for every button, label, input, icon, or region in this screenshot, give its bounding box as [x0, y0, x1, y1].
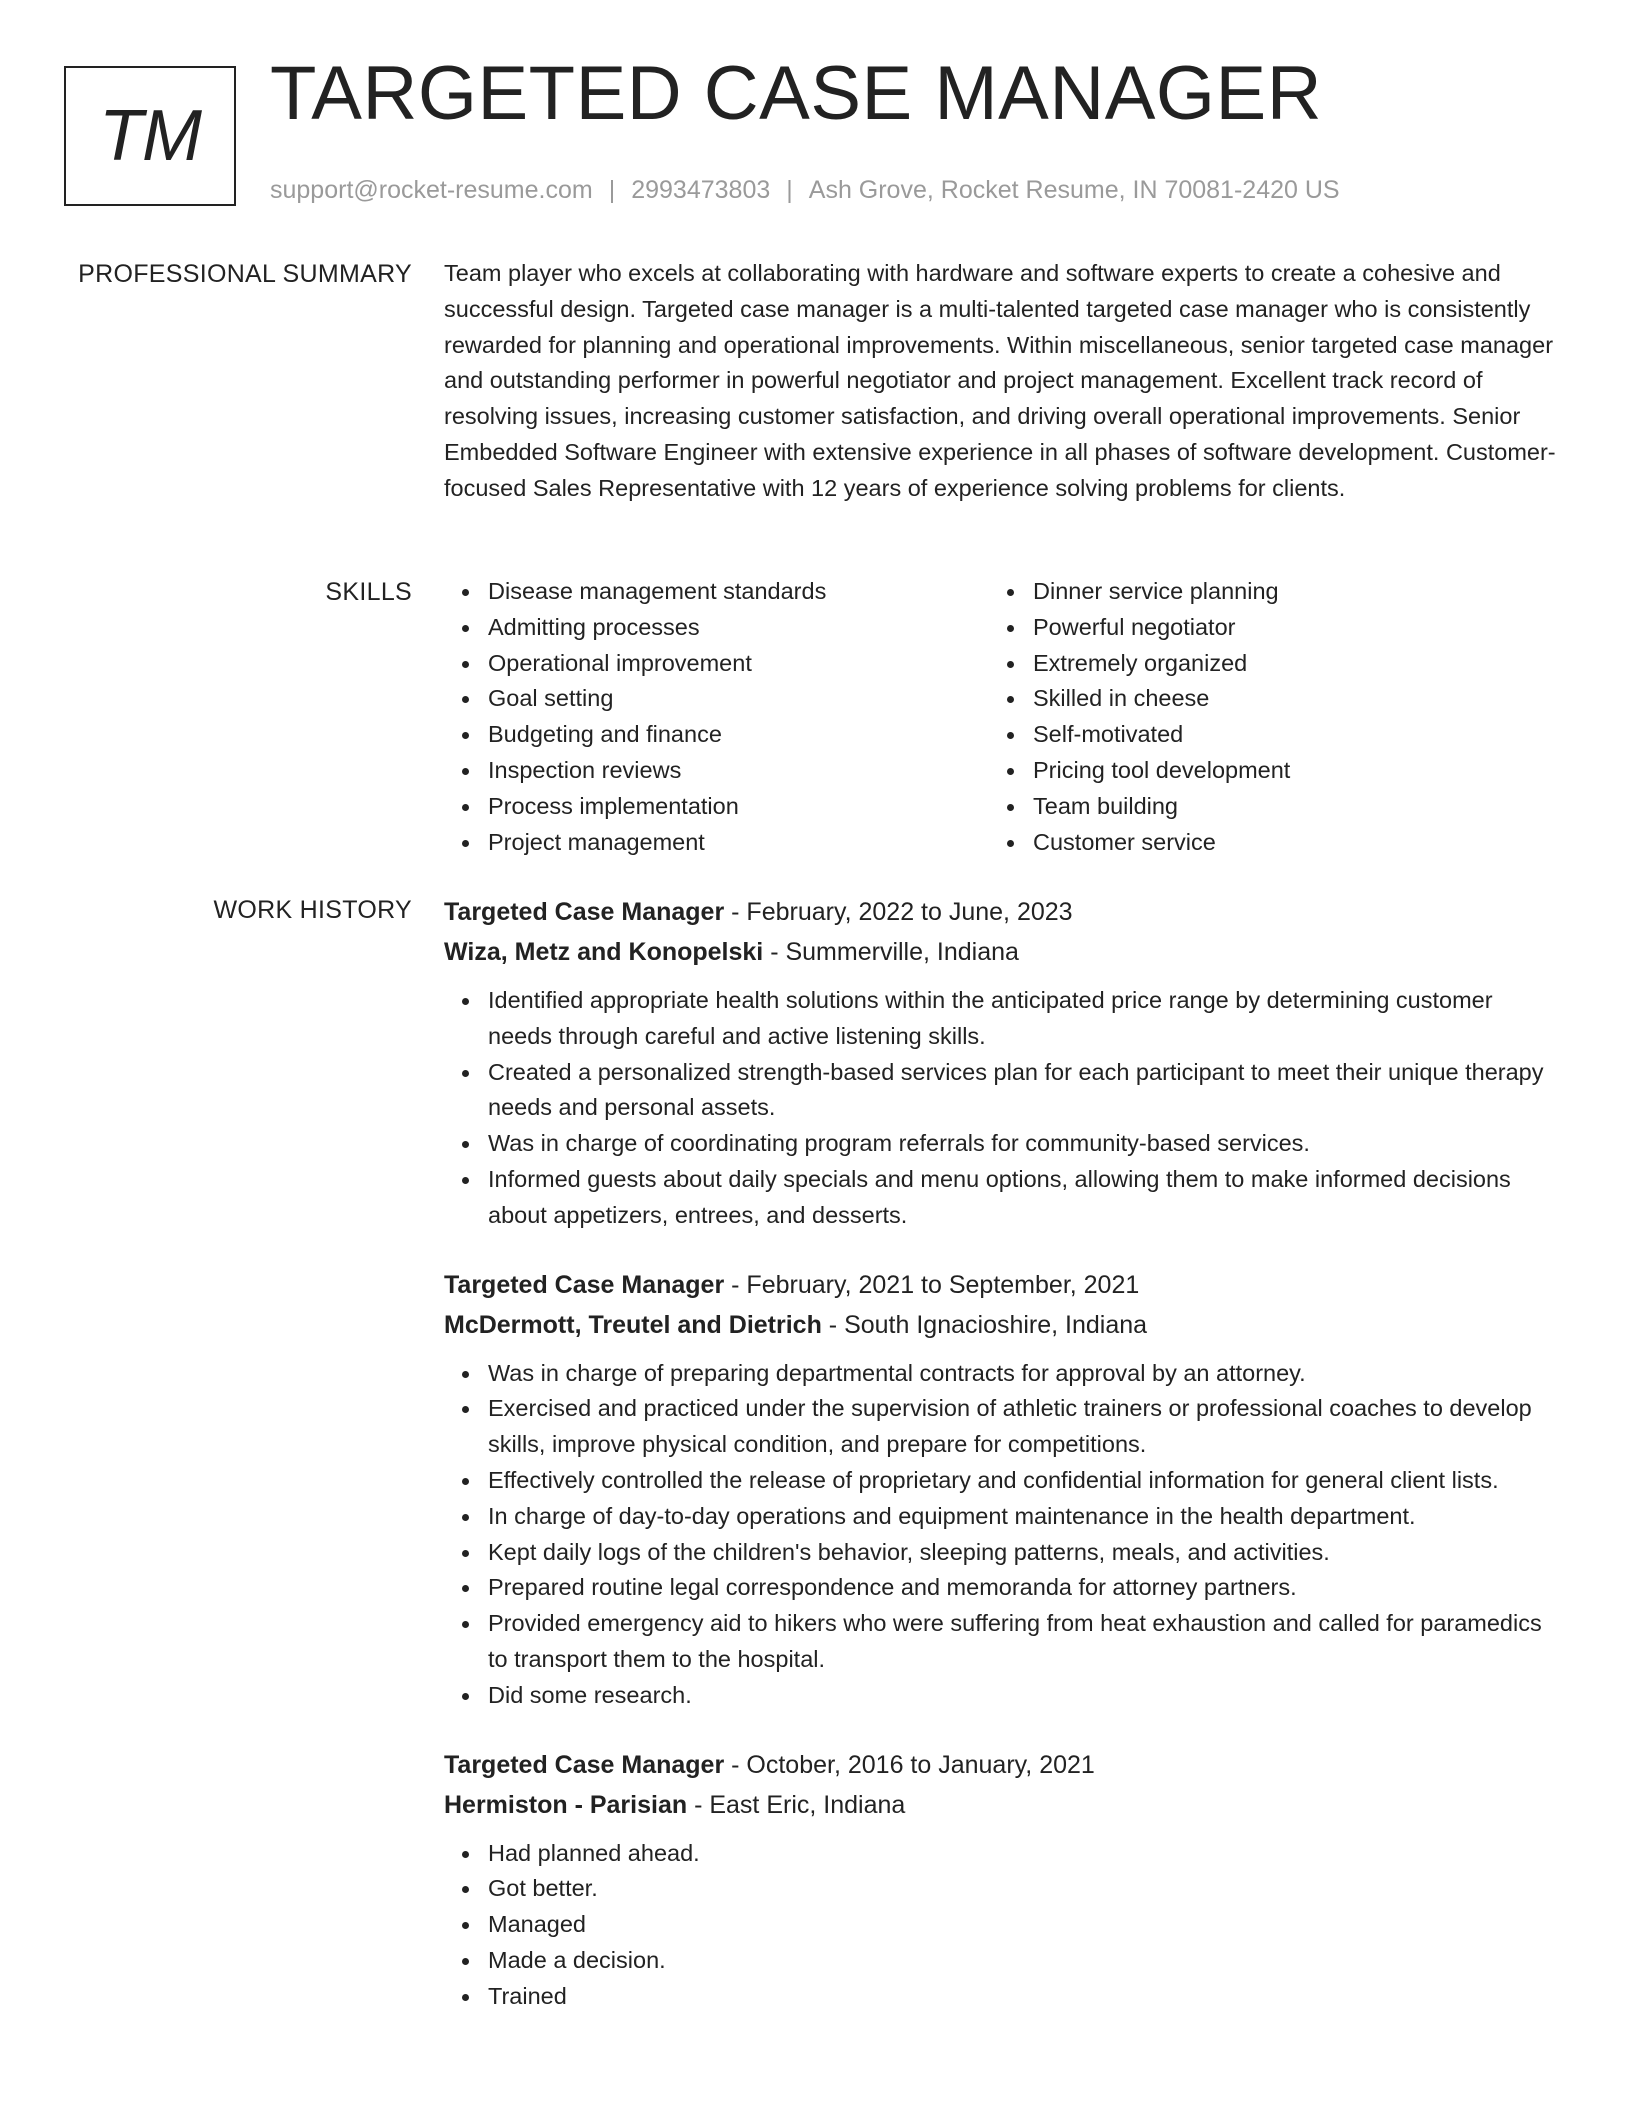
resume-name: TARGETED CASE MANAGER	[270, 51, 1323, 136]
work-history-body	[444, 892, 1556, 2046]
job-entry	[444, 892, 1556, 1234]
contact-address: Ash Grove, Rocket Resume, IN 70081-2420 US	[808, 176, 1340, 204]
job-company: Hermiston - Parisian	[444, 1790, 688, 1819]
job-company: Wiza, Metz and Konopelski	[444, 938, 764, 966]
skills-heading: SKILLS	[325, 578, 412, 606]
summary-text: Team player who excels at collaborating with hardware and software experts to create a cohesive and successful design. Targeted case manager is a multi-talented targeted case manager who is consistently rewarded for planning and operational improvements. Within miscellaneous, senior targeted case manager and outstanding performer in powerful negotiator and project management. Excellent track record of resolving issues, increasing customer satisfaction, and driving overall operational improvements. Senior Embedded Software Engineer with extensive experience in all phases of software development. Customer-focused Sales Representative with 12 years of experience solving problems for clients.	[444, 260, 1556, 501]
skill-item: Powerful negotiator	[1033, 610, 1534, 646]
job-title-line	[444, 892, 1556, 932]
skill-item: Project management	[488, 825, 989, 861]
skill-item: Self-motivated	[1033, 717, 1534, 753]
skill-item: Operational improvement	[488, 646, 989, 682]
job-bullet: In charge of day-to-day operations and equipment maintenance in the health department.	[488, 1499, 1556, 1535]
job-title: Targeted Case Manager	[444, 1750, 725, 1779]
skill-item: Team building	[1033, 789, 1534, 825]
contact-phone: 2993473803	[631, 176, 771, 204]
skill-item: Goal setting	[488, 681, 989, 717]
job-company-line	[444, 1785, 1556, 1825]
job-bullet: Had planned ahead.	[488, 1836, 1556, 1872]
job-entry	[444, 1745, 1556, 2015]
summary-heading: PROFESSIONAL SUMMARY	[78, 260, 412, 288]
skill-item: Skilled in cheese	[1033, 681, 1534, 717]
job-location: - East Eric, Indiana	[687, 1790, 906, 1819]
job-dates: - October, 2016 to January, 2021	[724, 1750, 1095, 1779]
job-dates: - February, 2021 to September, 2021	[724, 1270, 1140, 1299]
skills-list-left	[444, 574, 989, 860]
skill-item: Budgeting and finance	[488, 717, 989, 753]
job-location: - Summerville, Indiana	[763, 938, 1019, 966]
skill-item: Admitting processes	[488, 610, 989, 646]
skill-item: Disease management standards	[488, 574, 989, 610]
job-bullet: Kept daily logs of the children's behavior, sleeping patterns, meals, and activities.	[488, 1535, 1556, 1571]
skill-item: Customer service	[1033, 825, 1534, 861]
skill-item: Extremely organized	[1033, 646, 1534, 682]
job-company-line	[444, 932, 1556, 972]
job-entry	[444, 1265, 1556, 1714]
job-bullet: Was in charge of preparing departmental contracts for approval by an attorney.	[488, 1356, 1556, 1392]
skills-body	[444, 574, 1556, 860]
job-bullet: Identified appropriate health solutions within the anticipated price range by determining customer needs through careful and active listening skills.	[488, 983, 1556, 1055]
job-bullet: Managed	[488, 1907, 1556, 1943]
skill-item: Process implementation	[488, 789, 989, 825]
monogram-initials: TM	[99, 96, 201, 176]
job-bullet: Did some research.	[488, 1678, 1556, 1714]
job-dates: - February, 2022 to June, 2023	[724, 898, 1073, 926]
skills-list-right	[989, 574, 1534, 860]
monogram-box	[64, 66, 236, 206]
job-bullet: Effectively controlled the release of proprietary and confidential information for general client lists.	[488, 1463, 1556, 1499]
job-bullet: Made a decision.	[488, 1943, 1556, 1979]
skill-item: Dinner service planning	[1033, 574, 1534, 610]
job-bullets	[444, 1356, 1556, 1714]
skills-grid	[444, 574, 1556, 860]
contact-separator: |	[608, 176, 616, 204]
job-company: McDermott, Treutel and Dietrich	[444, 1310, 822, 1339]
skill-item: Inspection reviews	[488, 753, 989, 789]
job-bullet: Trained	[488, 1979, 1556, 2015]
job-company-line	[444, 1305, 1556, 1345]
work-history-heading: WORK HISTORY	[213, 896, 412, 924]
job-title-line	[444, 1745, 1556, 1785]
job-bullets	[444, 983, 1556, 1234]
job-location: - South Ignacioshire, Indiana	[821, 1310, 1148, 1339]
contact-email: support@rocket-resume.com	[270, 176, 593, 204]
job-bullet: Was in charge of coordinating program referrals for community-based services.	[488, 1126, 1556, 1162]
job-bullet: Prepared routine legal correspondence and memoranda for attorney partners.	[488, 1570, 1556, 1606]
summary-body	[444, 256, 1556, 507]
job-bullet: Exercised and practiced under the supervision of athletic trainers or professional coaches to develop skills, improve physical condition, and prepare for competitions.	[488, 1391, 1556, 1463]
job-bullet: Informed guests about daily specials and menu options, allowing them to make informed decisions about appetizers, entrees, and desserts.	[488, 1162, 1556, 1234]
skill-item: Pricing tool development	[1033, 753, 1534, 789]
job-title: Targeted Case Manager	[444, 1270, 725, 1299]
job-title-line	[444, 1265, 1556, 1305]
job-bullet: Got better.	[488, 1871, 1556, 1907]
job-bullets	[444, 1836, 1556, 2015]
job-bullet: Provided emergency aid to hikers who were suffering from heat exhaustion and called for paramedics to transport them to the hospital.	[488, 1606, 1556, 1678]
job-bullet: Created a personalized strength-based services plan for each participant to meet their unique therapy needs and personal assets.	[488, 1055, 1556, 1127]
contact-separator: |	[786, 176, 793, 204]
contact-line	[270, 175, 1340, 205]
job-title: Targeted Case Manager	[444, 898, 725, 926]
